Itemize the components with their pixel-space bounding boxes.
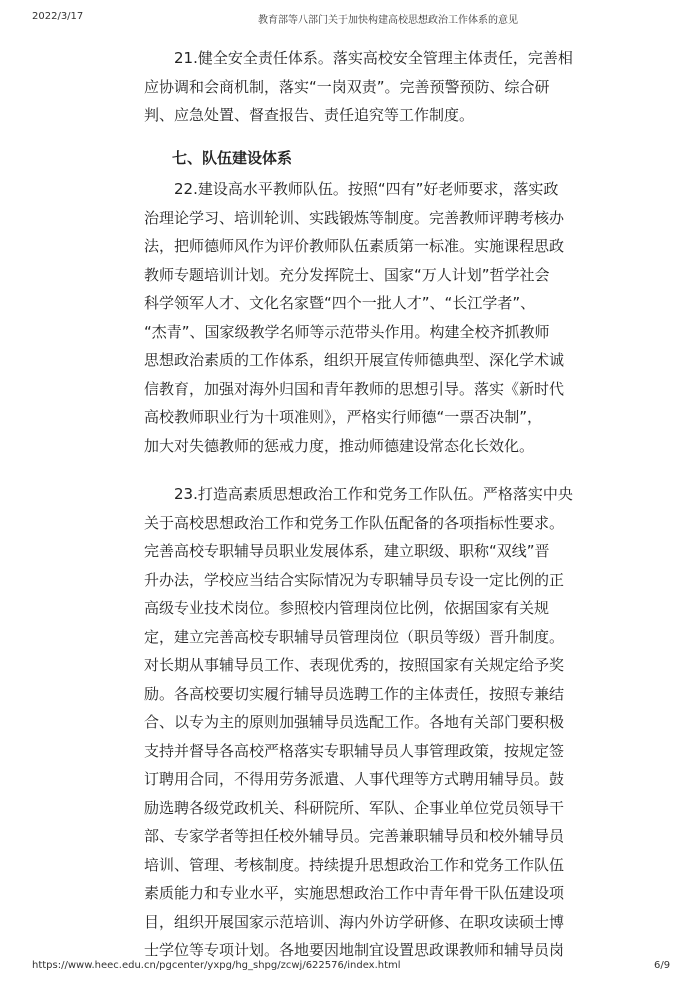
- paragraph-line: 定，建立完善高校专职辅导员管理岗位（职员等级）晋升制度。: [144, 627, 565, 646]
- paragraph-line: 支持并督导各高校严格落实专职辅导员人事管理政策，按规定签: [144, 741, 565, 760]
- paragraph-line: 关于高校思想政治工作和党务工作队伍配备的各项指标性要求。: [144, 513, 565, 532]
- paragraph-line: 励。各高校要切实履行辅导员选聘工作的主体责任，按照专兼结: [144, 684, 565, 703]
- paragraph-line: 科学领军人才、文化名家暨“四个一批人才”、“长江学者”、: [144, 294, 536, 312]
- page-number: 6/9: [654, 960, 671, 971]
- paragraph-line: 对长期从事辅导员工作、表现优秀的，按照国家有关规定给予奖: [144, 656, 565, 674]
- page-url: https://www.heec.edu.cn/pgcenter/yxpg/hg_shpg/zcwj/622576/index.html: [32, 960, 401, 971]
- document-title: 教育部等八部门关于加快构建高校思想政治工作体系的意见: [258, 15, 518, 26]
- paragraph-line: 信教育，加强对海外归国和青年教师的思想引导。落实《新时代: [144, 379, 565, 398]
- paragraph-line: 订聘用合同，不得用劳务派遣、人事代理等方式聘用辅导员。鼓: [144, 770, 565, 788]
- paragraph-line: 励选聘各级党政机关、科研院所、军队、企事业单位党员领导干: [144, 798, 565, 817]
- paragraph-line: 22.建设高水平教师队伍。按照“四有”好老师要求，落实政: [174, 180, 559, 198]
- paragraph-line: 应协调和会商机制，落实“一岗双责”。完善预警预防、综合研: [144, 77, 550, 96]
- paragraph-line: 加大对失德教师的惩戒力度，推动师德建设常态化长效化。: [144, 436, 535, 455]
- paragraph-line: 目，组织开展国家示范培训、海内外访学研修、在职攻读硕士博: [144, 912, 565, 931]
- paragraph-line: 思想政治素质的工作体系，组织开展宣传师德典型、深化学术诚: [144, 351, 565, 369]
- paragraph-line: “杰青”、国家级教学名师等示范带头作用。构建全校齐抓教师: [144, 322, 550, 341]
- paragraph-line: 21.健全安全责任体系。落实高校安全管理主体责任，完善相: [174, 49, 573, 67]
- section-heading: 七、队伍建设体系: [172, 149, 293, 167]
- paragraph-line: 部、专家学者等担任校外辅导员。完善兼职辅导员和校外辅导员: [144, 827, 565, 845]
- paragraph-line: 素质能力和专业水平，实施思想政治工作中青年骨干队伍建设项: [144, 884, 565, 902]
- paragraph-line: 判、应急处置、督查报告、责任追究等工作制度。: [144, 106, 475, 124]
- paragraph-line: 治理论学习、培训轮训、实践锻炼等制度。完善教师评聘考核办: [144, 208, 565, 227]
- print-date: 2022/3/17: [32, 11, 84, 22]
- paragraph-line: 培训、管理、考核制度。持续提升思想政治工作和党务工作队伍: [144, 855, 565, 874]
- paragraph-line: 升办法，学校应当结合实际情况为专职辅导员专设一定比例的正: [144, 570, 565, 589]
- paragraph-line: 高级专业技术岗位。参照校内管理岗位比例，依据国家有关规: [144, 599, 550, 617]
- paragraph-line: 高校教师职业行为十项准则》，严格实行师德“一票否决制”，: [144, 408, 543, 426]
- paragraph-22: [144, 175, 564, 460]
- paragraph-line: 合、以专为主的原则加强辅导员选配工作。各地有关部门要积极: [144, 713, 565, 731]
- paragraph-line: 法，把师德师风作为评价教师队伍素质第一标准。实施课程思政: [144, 237, 565, 255]
- paragraph-line: 士学位等专项计划。各地要因地制宜设置思政课教师和辅导员岗: [144, 941, 565, 959]
- paragraph-line: 完善高校专职辅导员职业发展体系，建立职级、职称“双线”晋: [144, 542, 550, 560]
- paragraph-21: [144, 44, 573, 130]
- paragraph-line: 23.打造高素质思想政治工作和党务工作队伍。严格落实中央: [174, 485, 573, 503]
- paragraph-line: 教师专题培训计划。充分发挥院士、国家“万人计划”哲学社会: [144, 265, 550, 284]
- paragraph-23: [144, 480, 573, 965]
